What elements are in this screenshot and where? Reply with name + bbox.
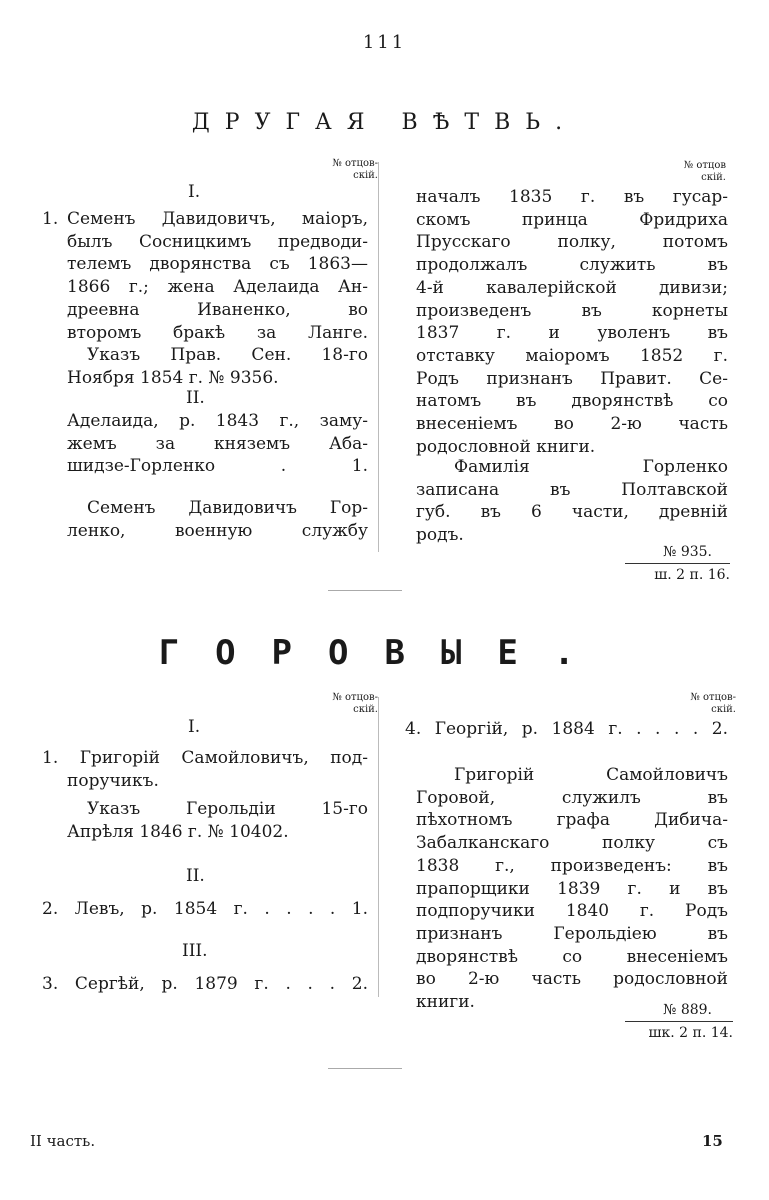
text-line: отставку маіоромъ 1852 г.	[416, 345, 728, 366]
generation-roman: I.	[188, 717, 201, 737]
entry-lev: 2. Левъ, р. 1854 г. . . . . 1.	[42, 899, 368, 919]
text-line: Семенъ Давидовичъ, маіоръ,	[67, 209, 368, 229]
text-line: Указъ Прав. Сен. 18-го	[87, 345, 368, 366]
archive-location: шк. 2 п. 14.	[648, 1025, 733, 1041]
text-line: ленко, военную службу	[67, 520, 368, 541]
text-line: губ. въ 6 части, древній	[416, 502, 728, 523]
text-line: Апрѣля 1846 г. № 10402.	[67, 821, 289, 842]
biography-right	[416, 186, 728, 458]
text-line: натомъ въ дворянствѣ со	[416, 391, 728, 412]
text-line: подпоручики 1840 г. Родъ	[416, 901, 728, 922]
text-line: 1866 г.; жена Аделаида Ан-	[67, 277, 368, 298]
column-header-right: № отцов скій.	[683, 160, 726, 183]
page-number: 111	[362, 32, 407, 53]
reference-rule	[625, 1021, 733, 1022]
archive-number: № 889.	[663, 1002, 712, 1018]
footer-signature-number: 15	[702, 1132, 723, 1150]
generation-roman: II.	[186, 388, 205, 408]
column-header-left: № отцов- скій.	[332, 692, 378, 715]
text-line: былъ Сосницкимъ предводи-	[67, 231, 368, 252]
generation-roman: I.	[188, 182, 201, 202]
text-line: во 2-ю часть родословной	[416, 969, 728, 990]
footer-part-label: II часть.	[30, 1132, 96, 1150]
entry-georgiy: 4. Георгій, р. 1884 г. . . . . 2.	[405, 719, 728, 739]
text-line: произведенъ въ корнеты	[416, 300, 728, 321]
ukaz-gorovye	[42, 798, 368, 843]
archive-number: № 935.	[663, 544, 712, 560]
text-line: началъ 1835 г. въ гусар-	[416, 187, 728, 207]
text-line: Прусскаго полку, потомъ	[416, 232, 728, 253]
text-line: Григорій Самойловичъ	[454, 765, 728, 785]
text-line: поручикъ.	[67, 770, 159, 791]
text-line: 1. Григорій Самойловичъ, под-	[42, 748, 368, 768]
column-header-right: № отцов- скій.	[690, 692, 736, 715]
text-line: книги.	[416, 992, 475, 1013]
text-line: 4-й кавалерійской дивизи;	[416, 277, 728, 298]
section-separator	[328, 590, 402, 591]
generation-roman: II.	[186, 866, 205, 886]
text-line: Фамилія Горленко	[454, 457, 728, 477]
text-line: телемъ дворянства съ 1863—	[67, 254, 368, 275]
column-divider	[378, 162, 379, 552]
text-line: признанъ Герольдіею въ	[416, 923, 728, 944]
text-line: записана въ Полтавской	[416, 479, 728, 500]
text-line: Аделаида, р. 1843 г., заму-	[67, 411, 368, 431]
section-title-gorovye: ГОРОВЫЕ.	[158, 633, 611, 673]
biography-gorovoy	[416, 764, 728, 1014]
text-line: внесеніемъ во 2-ю часть	[416, 414, 728, 435]
text-line: Горовой, служилъ въ	[416, 787, 728, 808]
entry-adelaida	[42, 410, 368, 478]
text-line: пѣхотномъ графа Дибича-	[416, 810, 728, 831]
text-line: 1837 г. и уволенъ въ	[416, 323, 728, 344]
archive-location: ш. 2 п. 16.	[654, 567, 730, 583]
text-line: продолжалъ служить въ	[416, 255, 728, 276]
biography-left	[42, 497, 368, 542]
column-divider	[378, 697, 379, 997]
section-title-other-branch: ДРУГАЯ ВѢТВЬ.	[191, 110, 578, 135]
entry-grigoriy	[42, 747, 368, 792]
text-line: скомъ принца Фридриха	[416, 209, 728, 230]
text-line: Семенъ Давидовичъ Гор-	[87, 498, 368, 518]
text-line: шидзе-Горленко . 1.	[67, 456, 368, 477]
entry-semen: 1. Семенъ Давидовичъ, маіоръ, былъ Сосницкимъ предводи- телемъ дворянства съ 1863— 1866 г.; жена Аделаида Ан- дреевна Иваненко, во второмъ бракѣ за Ланге. Указъ Прав. Сен. 18-го Ноября 1854 г. № 9356.	[42, 209, 368, 388]
text-line: дворянствѣ со внесеніемъ	[416, 946, 728, 967]
text-line: дреевна Иваненко, во	[67, 299, 368, 320]
column-header-left: № отцов- скій.	[332, 158, 378, 181]
text-line: прапорщики 1839 г. и въ	[416, 878, 728, 899]
family-note	[416, 456, 728, 547]
text-line: Указъ Герольдіи 15-го	[87, 799, 368, 819]
text-line: Родъ признанъ Правит. Се-	[416, 368, 728, 389]
text-line: второмъ бракѣ за Ланге.	[67, 322, 368, 343]
generation-roman: III.	[182, 941, 208, 961]
text-line: родословной книги.	[416, 436, 596, 457]
section-separator	[328, 1068, 402, 1069]
text-line: родъ.	[416, 525, 464, 546]
entry-sergey: 3. Сергѣй, р. 1879 г. . . . 2.	[42, 974, 368, 994]
text-line: Забалканскаго полку съ	[416, 833, 728, 854]
text-line: 1838 г., произведенъ: въ	[416, 855, 728, 876]
text-line: жемъ за княземъ Аба-	[67, 433, 368, 454]
text-line: Ноября 1854 г. № 9356.	[67, 367, 279, 388]
reference-rule	[625, 563, 730, 564]
